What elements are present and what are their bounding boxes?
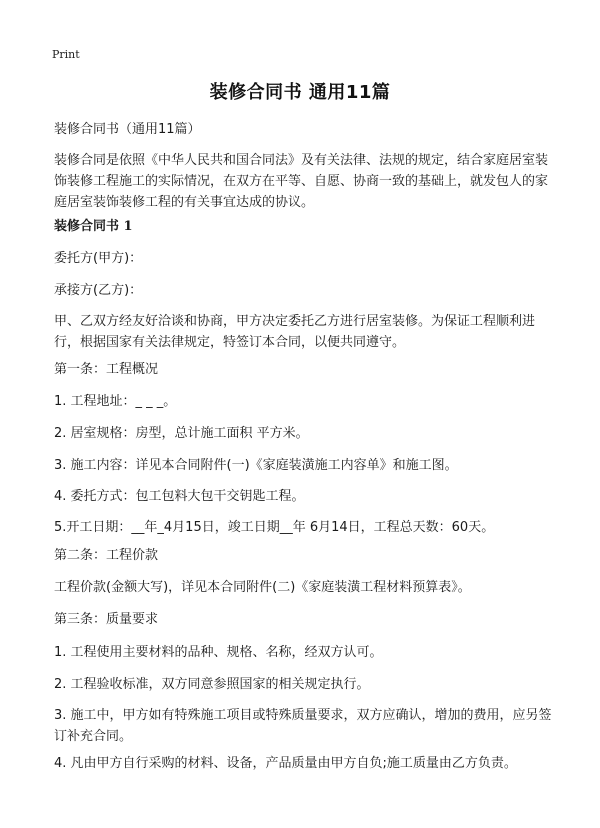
- party-a-label: 委托方(甲方)：: [54, 251, 143, 266]
- article3-item: 1. 工程使用主要材料的品种、规格、名称，经双方认可。: [54, 645, 383, 660]
- article1-item: 1. 工程地址：_ _ _。: [54, 394, 177, 409]
- article2-body: 工程价款(金额大写)，详见本合同附件(二)《家庭装潢工程材料预算表》。: [54, 580, 471, 595]
- page-title: 装修合同书 通用11篇: [209, 82, 391, 103]
- section-heading: 装修合同书 1: [54, 219, 133, 234]
- article1-item: 4. 委托方式：包工包料大包干交钥匙工程。: [54, 489, 305, 504]
- preamble-paragraph: 甲、乙双方经友好洽谈和协商，甲方决定委托乙方进行居室装修。为保证工程顺利进行，根据国家有关法律规定，特签订本合同，以便共同遵守。: [54, 314, 536, 350]
- article3-title: 第三条：质量要求: [54, 612, 159, 627]
- article3-item: 3. 施工中，甲方如有特殊施工项目或特殊质量要求，双方应确认，增加的费用，应另签订补充合同。: [54, 708, 552, 744]
- article1-item: 5.开工日期：__年_4月15日，竣工日期__年 6月14日，工程总天数：60天。: [54, 520, 495, 535]
- article1-item: 2. 居室规格：房型，总计施工面积 平方米。: [54, 426, 309, 441]
- print-link[interactable]: Print: [52, 48, 80, 61]
- article3-item: 2. 工程验收标准，双方同意参照国家的相关规定执行。: [54, 677, 370, 692]
- article1-item: 3. 施工内容：详见本合同附件(一)《家庭装潢施工内容单》和施工图。: [54, 458, 458, 473]
- party-b-label: 承接方(乙方)：: [54, 283, 143, 298]
- document-subtitle: 装修合同书（通用11篇）: [54, 122, 201, 137]
- intro-paragraph: 装修合同是依照《中华人民共和国合同法》及有关法律、法规的规定，结合家庭居室装饰装修工程施工的实际情况，在双方在平等、自愿、协商一致的基础上，就发包人的家庭居室装饰装修工程的有关事宜达成的协议。: [54, 153, 549, 210]
- article1-title: 第一条：工程概况: [54, 362, 159, 377]
- article2-title: 第二条：工程价款: [54, 548, 159, 563]
- article3-item: 4. 凡由甲方自行采购的材料、设备，产品质量由甲方自负;施工质量由乙方负责。: [54, 756, 517, 771]
